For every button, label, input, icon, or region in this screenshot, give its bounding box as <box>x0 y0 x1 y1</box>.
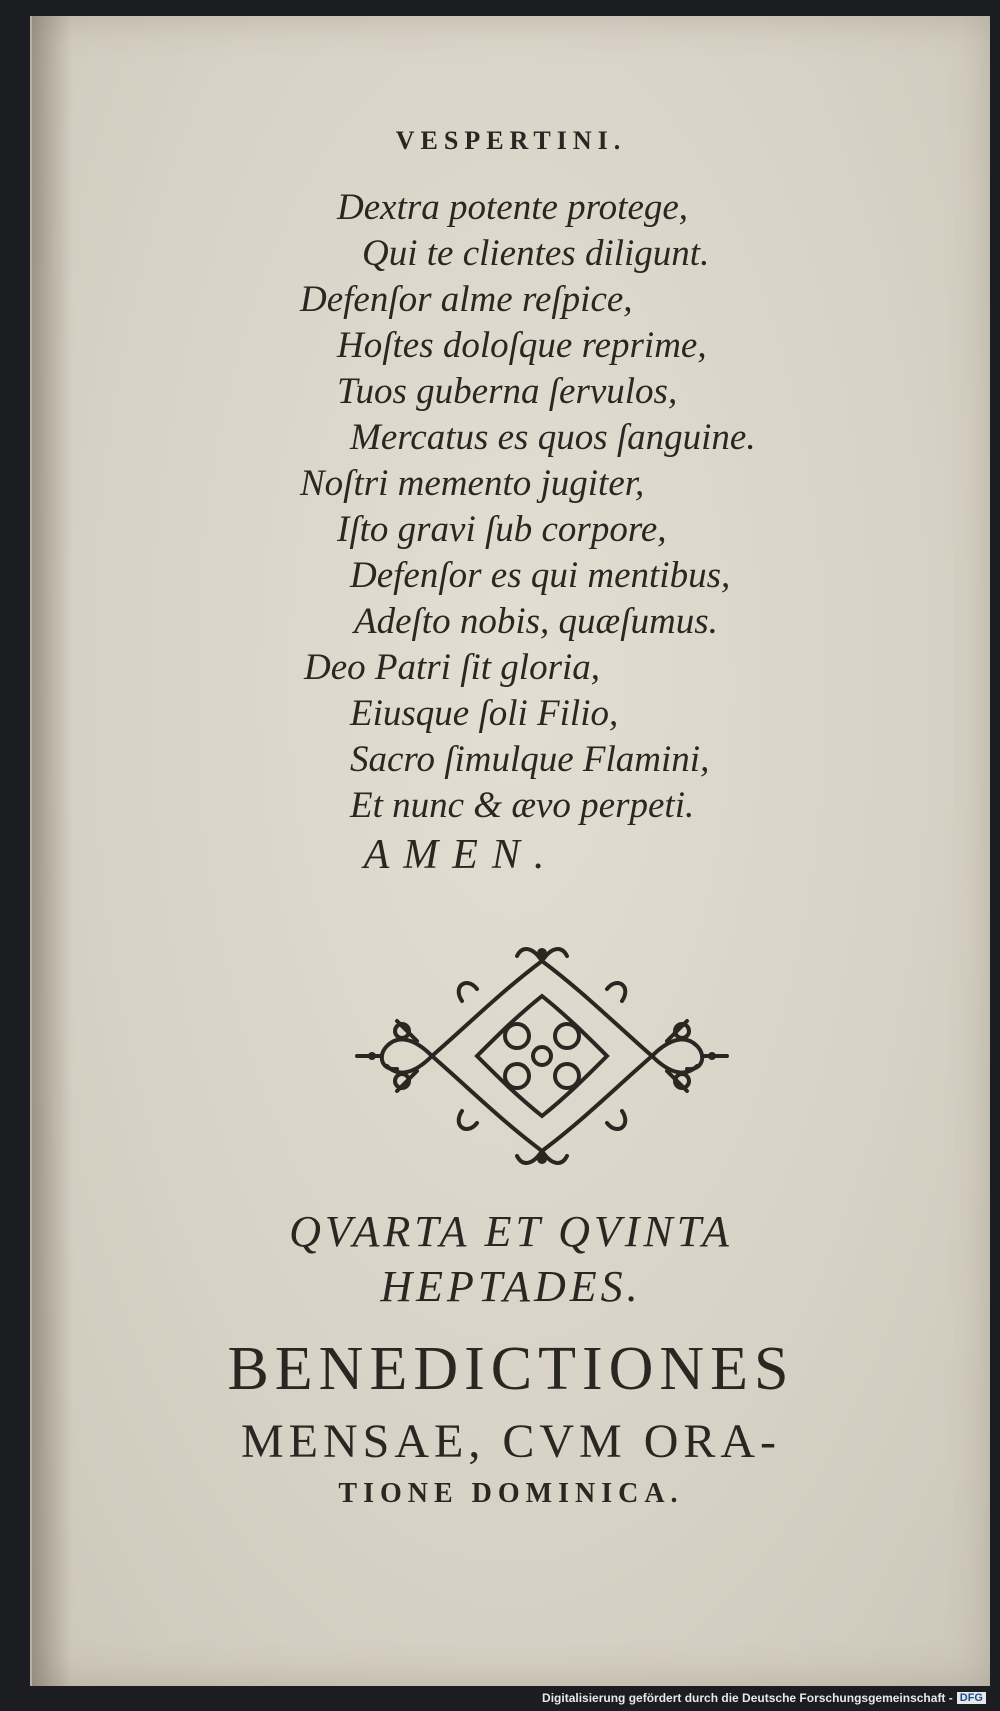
title-line-1: BENEDICTIONES <box>227 1335 795 1403</box>
section-title-line-2: HEPTADES. <box>380 1262 642 1311</box>
dfg-logo-icon[interactable]: DFG <box>957 1692 986 1704</box>
book-page <box>30 16 990 1686</box>
verse-line-6: Mercatus es quos ſanguine. <box>350 417 756 458</box>
verse-line-3: Defenſor alme reſpice, <box>300 279 633 320</box>
credit-text: Digitalisierung gefördert durch die Deutsche Forschungsgemeinschaft - <box>542 1691 953 1705</box>
verse-line-7: Noſtri memento jugiter, <box>300 463 645 504</box>
amen-line: AMEN. <box>363 832 559 878</box>
printers-ornament <box>352 941 732 1171</box>
digitization-credit <box>542 1689 986 1707</box>
title-line-3: TIONE DOMINICA. <box>338 1478 684 1509</box>
verse-line-14: Et nunc & ævo perpeti. <box>350 785 695 826</box>
verse-line-1: Dextra potente protege, <box>337 187 689 228</box>
title-line-2: MENSAE, CVM ORA- <box>240 1415 782 1468</box>
verse-line-13: Sacro ſimulque Flamini, <box>350 739 710 780</box>
running-header: VESPERTINI. <box>395 126 627 155</box>
verse-line-9: Defenſor es qui mentibus, <box>350 555 731 596</box>
verse-line-4: Hoſtes doloſque reprime, <box>337 325 707 366</box>
verse-line-8: Iſto gravi ſub corpore, <box>337 509 667 550</box>
section-title-line-1: QVARTA ET QVINTA <box>289 1207 733 1256</box>
verse-line-11: Deo Patri ſit gloria, <box>304 647 600 688</box>
verse-line-5: Tuos guberna ſervulos, <box>337 371 678 412</box>
verse-line-12: Eiusque ſoli Filio, <box>350 693 619 734</box>
verse-line-2: Qui te clientes diligunt. <box>362 233 710 274</box>
verse-line-10: Adeſto nobis, quæſumus. <box>354 601 718 642</box>
